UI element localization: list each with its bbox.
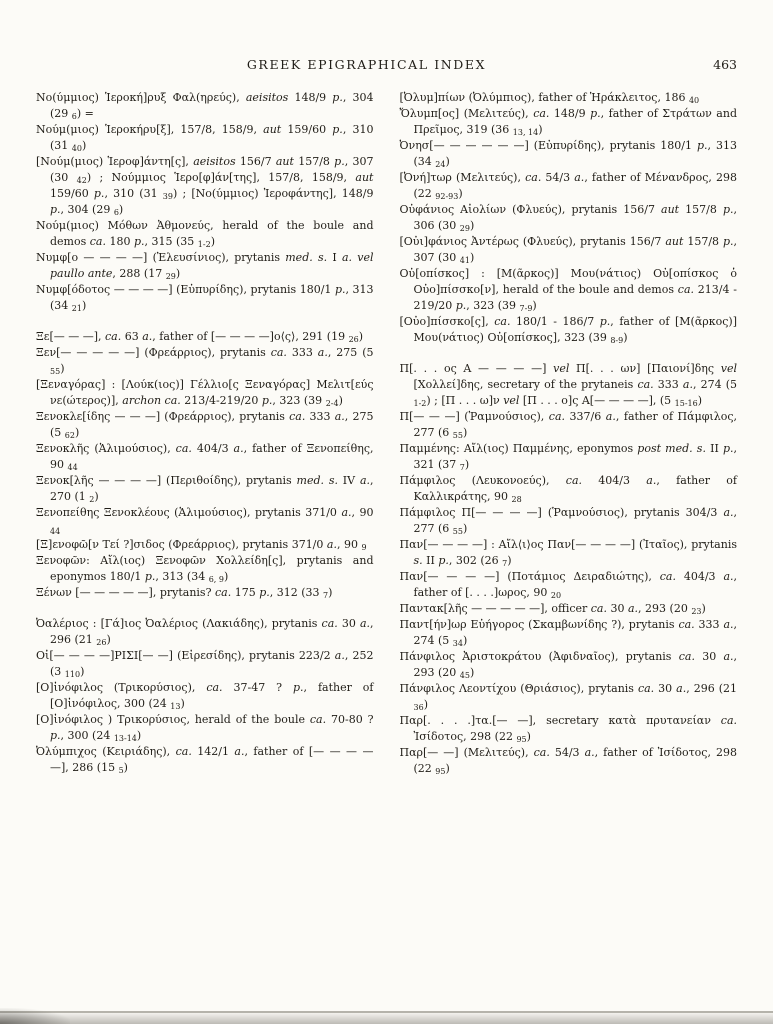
index-entry: Νο(ύμμιος) Ἱεροκή]ρυξ Φαλ(ηρεύς), aeisitos 148/9 p., 304 (29 $_6$) = xyxy=(36,91,374,121)
index-entry: Πάμφιλος (Λευκονοεύς), ca. 404/3 a., father of Καλλικράτης, 90 $_{28}$ xyxy=(399,474,738,504)
index-entry: Παρ[. . . .]τα.[— —], secretary κατὰ πρυτανείαν ca. Ἰσίδοτος, 298 (22 $_{95}$) xyxy=(399,714,737,744)
right-column xyxy=(400,90,738,777)
index-entry: Ξενοπείθης Ξενοκλέους (Ἁλιμούσιος), prytanis 371/0 a., 90 $_{44}$ xyxy=(36,506,374,536)
index-entry: Παν[— — — —] : Αἴλ⟨ι⟩ος Παν[— — — —] (Ἰταῖος), prytanis s. II p., 302 (26 $_7$) xyxy=(399,538,737,568)
index-entry: Ὀαλέριος : [Γά]ιος Ὀαλέριος (Λακιάδης), prytanis ca. 30 a., 296 (21 $_{26}$) xyxy=(36,617,374,647)
index-entry: [Ο]ἰνόφιλος (Τρικορύσιος), ca. 37-47 ? p., father of [Ο]ἰνόφιλος, 300 (24 $_{13}$) xyxy=(36,681,374,711)
page-title: GREEK EPIGRAPHICAL INDEX xyxy=(246,57,487,72)
page-number: 463 xyxy=(713,57,737,72)
index-entry: Ὄλυμπ[ος] (Μελιτεύς), ca. 148/9 p., father of Στράτων and Πρεῖμος, 319 (36 $_{13, 14}$) xyxy=(399,107,737,137)
entry-group xyxy=(36,616,374,776)
index-entry: Ξένων [— — — — —], prytanis? ca. 175 p., 312 (33 $_7$) xyxy=(36,586,333,600)
index-entry: Οὐφάνιος Αἰολίων (Φλυεύς), prytanis 156/7 aut 157/8 p., 306 (30 $_{29}$) xyxy=(399,203,737,233)
index-entry: Ξεν[— — — — —] (Φρεάρριος), prytanis ca. 333 a., 275 (5 $_{55}$) xyxy=(36,346,374,376)
index-entry: Ξε[— — —], ca. 63 a., father of [— — — —]ο⟨ς⟩, 291 (19 $_{26}$) xyxy=(36,330,364,344)
index-entry: Νούμ(μιος) Ἱεροκήρυ[ξ], 157/8, 158/9, aut 159/60 p., 310 (31 $_{40}$) xyxy=(36,123,374,153)
index-entry: Παρ[— —] (Μελιτεύς), ca. 54/3 a., father of Ἰσίδοτος, 298 (22 $_{95}$) xyxy=(399,746,737,776)
index-entry: Πάνφιλος Ἀριστοκράτου (Ἀφιδναῖος), prytanis ca. 30 a., 293 (20 $_{45}$) xyxy=(399,650,738,680)
index-entry: Νυμφ[όδοτος — — — —] (Εὐπυρίδης), prytanis 180/1 p., 313 (34 $_{21}$) xyxy=(36,283,374,313)
index-entry: [Ὀλυμ]πίων (Ὀλύμπιος), father of Ἡράκλειτος, 186 $_{40}$ xyxy=(399,91,700,105)
entry-group xyxy=(36,329,374,601)
index-entry: Πάμφιλος Π[— — — —] (Ῥαμνούσιος), prytanis 304/3 a., 277 (6 $_{55}$) xyxy=(399,506,737,536)
index-entry: Νυμφ[ο — — — —] (Ἐλευσίνιος), prytanis med. s. I a. vel paullo ante, 288 (17 $_{29}$) xyxy=(36,251,374,281)
index-entry: Παντ[ήν]ωρ Εὐήγορος (Σκαμβωνίδης ?), prytanis ca. 333 a., 274 (5 $_{34}$) xyxy=(399,618,737,648)
index-entry: Ὀνησ[— — — — — —] (Εὐπυρίδης), prytanis 180/1 p., 313 (34 $_{24}$) xyxy=(399,139,737,169)
index-entry: Παν[— — — —] (Ποτάμιος Δειραδιώτης), ca. 404/3 a., father of [. . . .]ωρος, 90 $_{20}$ xyxy=(399,570,737,600)
index-entry: [Ο]ἰνόφιλος ) Τρικορύσιος, herald of the boule ca. 70-80 ? p., 300 (24 $_{13-14}$) xyxy=(36,713,374,743)
index-entry: [Ξ]ενοφῶ[ν Τεί ?]σιδος (Φρεάρριος), prytanis 371/0 a., 90 $_9$ xyxy=(36,538,367,552)
index-entry: Οὐ[οπίσκος] : [Μ(ᾶρκος)] Μου(νάτιος) Οὐ[οπίσκος ὁ Οὐο]πίσσκο[ν], herald of the boule and demos ca. 213/4 - 219/20 p., 323 (39 $_{7-9}$) xyxy=(399,267,737,313)
index-entry: Οἰ[— — — —]ΡΙΣΙ[— —] (Εἰρεσίδης), prytanis 223/2 a., 252 (3 $_{110}$) xyxy=(36,649,374,679)
index-entry: Ξενοκλε[ίδης — — —] (Φρεάρριος), prytanis ca. 333 a., 275 (5 $_{62}$) xyxy=(36,410,374,440)
index-entry: [Νούμ(μιος) Ἱεροφ]άντη[ς], aeisitos 156/7 aut 157/8 p., 307 (30 $_{42}$) ; Νούμμιος Ἱερο[φ]άν[της], 157/8, 158/9, aut 159/60 p., 310 (31 $_{39}$) ; [Νο(ύμμιος) Ἱεροφάντης], 148/9 p., 304 (29 $_6$) xyxy=(36,155,374,217)
index-entry: Νούμ(μιος) Μόθων Ἀθμονεύς, herald of the boule and demos ca. 180 p., 315 (35 $_{1-2}$) xyxy=(36,219,374,249)
index-entry: [Ξεναγόρας] : [Λούκ(ιος)] Γέλλιο[ς Ξεναγόρας] Μελιτ[εύς νε(ώτερος)], archon ca. 213/4-219/20 p., 323 (39 $_{2-4}$) xyxy=(36,378,374,408)
index-entry: Πάνφιλος Λεοντίχου (Θριάσιος), prytanis ca. 30 a., 296 (21 $_{36}$) xyxy=(399,682,737,712)
entry-group xyxy=(400,361,738,777)
page-header xyxy=(36,57,737,75)
index-entry: Παντακ[λῆς — — — — —], officer ca. 30 a., 293 (20 $_{23}$) xyxy=(399,602,706,616)
index-entry: Π[— — —] (Ῥαμνούσιος), ca. 337/6 a., father of Πάμφιλος, 277 (6 $_{55}$) xyxy=(399,410,737,440)
index-entry: Ξενοκλῆς (Ἁλιμούσιος), ca. 404/3 a., father of Ξενοπείθης, 90 $_{44}$ xyxy=(36,442,374,472)
scan-artifact-corner xyxy=(0,1008,70,1024)
index-entry: Ξενοφῶν: Αἴλ(ιος) Ξενοφῶν Χολλείδη[ς], prytanis and eponymos 180/1 p., 313 (34 $_{6, 9}$) xyxy=(36,554,374,584)
index-entry: Ξενοκ[λῆς — — — —] (Περιθοίδης), prytanis med. s. IV a., 270 (1 $_2$) xyxy=(36,474,374,504)
index-entry: [Οὐι]φάνιος Ἀντέρως (Φλυεύς), prytanis 156/7 aut 157/8 p., 307 (30 $_{41}$) xyxy=(399,235,737,265)
index-columns xyxy=(36,90,737,777)
index-entry: [Οὐο]πίσσκο[ς], ca. 180/1 - 186/7 p., father of [Μ(ᾶρκος)] Μου(νάτιος) Οὐ[οπίσκος], 323 (39 $_{8-9}$) xyxy=(399,315,737,345)
index-entry: Π[. . . ος Α — — — —] vel Π[. . . ων] [Παιονί]δης vel [Χολλεί]δης, secretary of the prytaneis ca. 333 a., 274 (5 $_{1-2}$) ; [Π . . . ω]ν vel [Π . . . ο]ς Α[— — — —], (5 $_{15-16}$) xyxy=(399,362,737,408)
index-entry: Ὀλύμπιχος (Κειριάδης), ca. 142/1 a., father of [— — — — —], 286 (15 $_5$) xyxy=(36,745,374,775)
index-entry: Παμμένης: Αἴλ(ιος) Παμμένης, eponymos post med. s. II p., 321 (37 $_7$) xyxy=(399,442,737,472)
entry-group xyxy=(36,90,374,314)
entry-group xyxy=(400,90,738,346)
index-entry: [Ὀνή]τωρ (Μελιτεύς), ca. 54/3 a., father of Μένανδρος, 298 (22 $_{92-93}$) xyxy=(399,171,737,201)
left-column xyxy=(36,90,374,777)
scan-artifact-edge xyxy=(0,1013,773,1024)
